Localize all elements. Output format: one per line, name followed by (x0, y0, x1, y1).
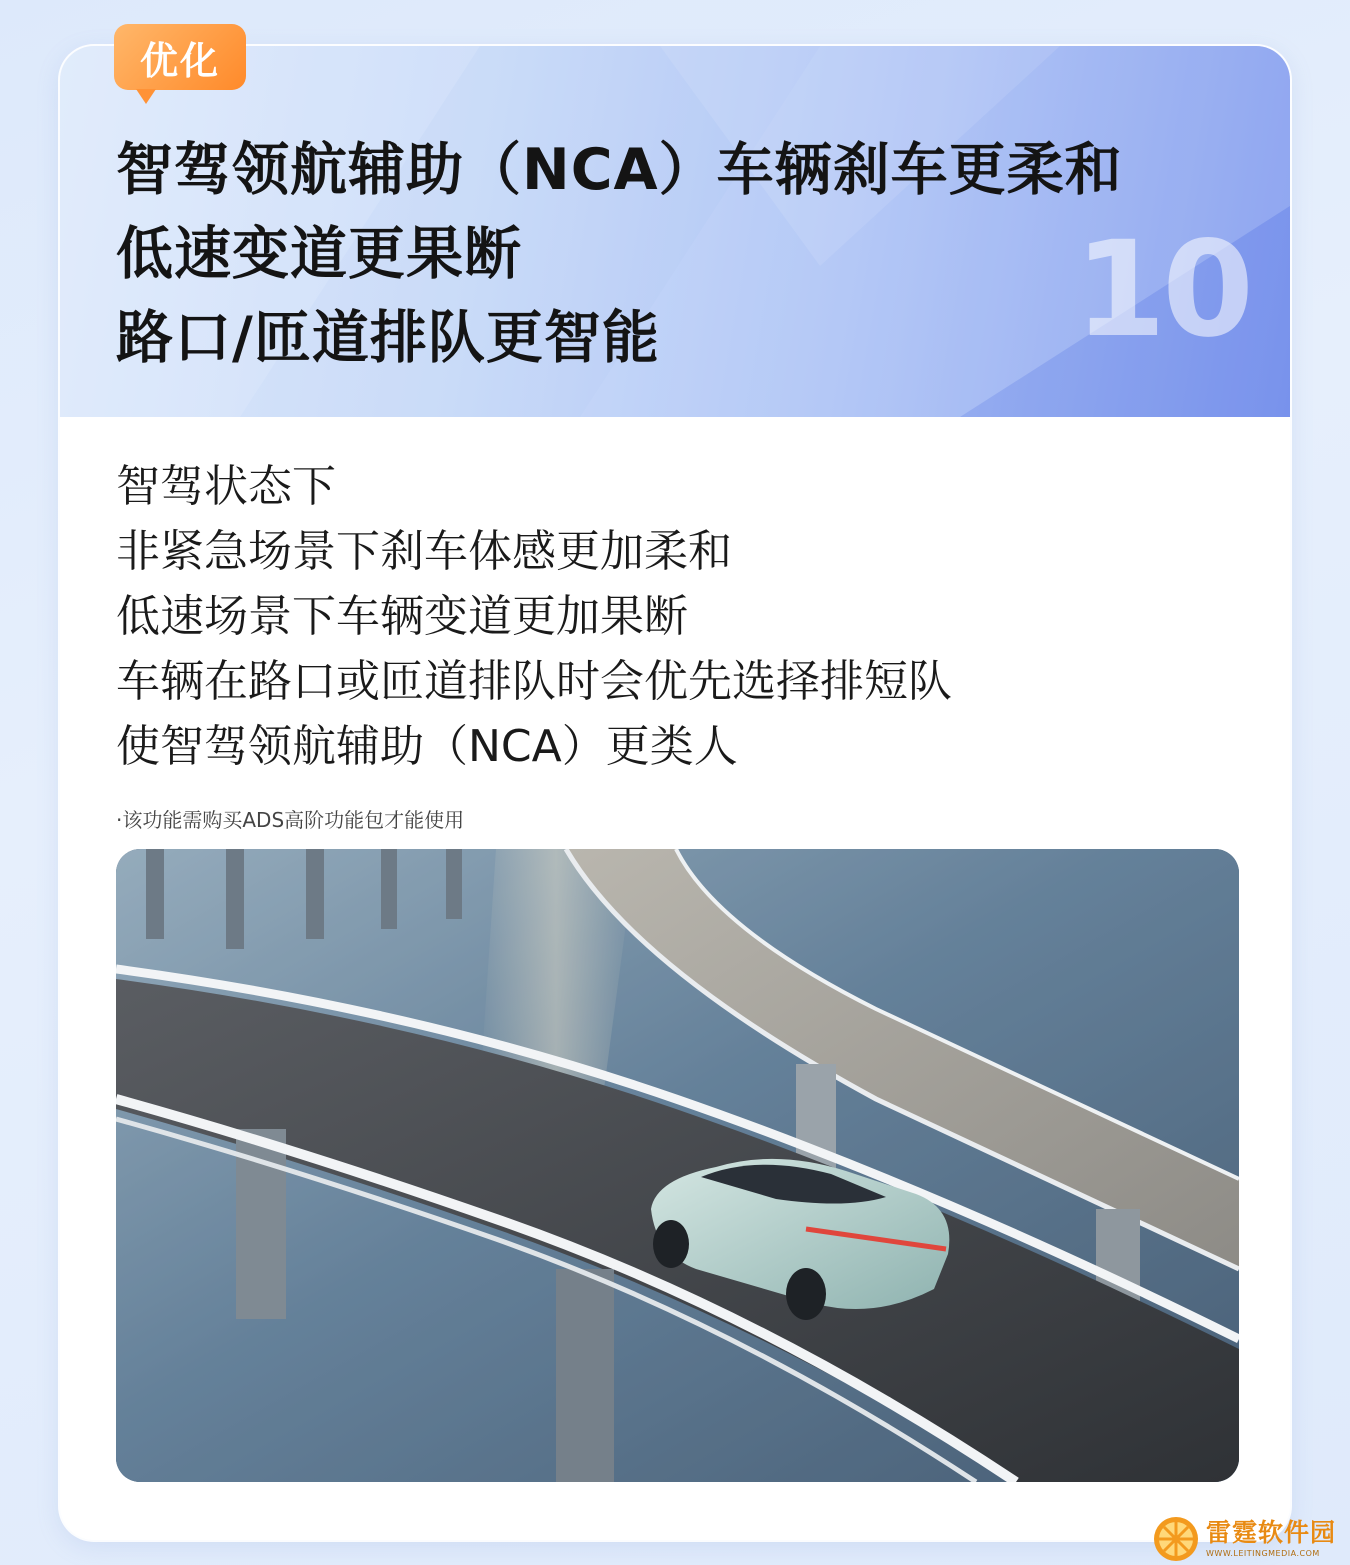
orange-slice-icon (1152, 1515, 1200, 1563)
watermark-name: 雷霆软件园 (1206, 1517, 1337, 1547)
description-line-5: 使智驾领航辅助（NCA）更类人 (116, 721, 738, 772)
feature-number: 10 (1074, 213, 1250, 367)
optimization-tag (114, 24, 246, 90)
car-bridge-photo (116, 849, 1239, 1482)
card-header (60, 46, 1290, 417)
photo-illustration (116, 849, 1239, 1482)
description-line-3: 低速场景下车辆变道更加果断 (116, 591, 688, 642)
tag-label: 优化 (139, 38, 220, 83)
footnote: ·该功能需购买ADS高阶功能包才能使用 (116, 808, 465, 832)
watermark (1152, 1512, 1350, 1565)
watermark-url: WWW.LEITINGMEDIA.COM (1206, 1548, 1320, 1558)
feature-description (116, 454, 952, 779)
description-line-4: 车辆在路口或匝道排队时会优先选择排短队 (116, 656, 952, 707)
description-line-1: 智驾状态下 (116, 461, 336, 512)
title-line-3: 路口/匝道排队更智能 (116, 305, 660, 371)
title-line-1: 智驾领航辅助（NCA）车辆刹车更柔和 (116, 137, 1123, 203)
feature-card (60, 46, 1290, 1540)
title-line-2: 低速变道更果断 (116, 221, 522, 287)
description-line-2: 非紧急场景下刹车体感更加柔和 (116, 526, 732, 577)
feature-title (116, 128, 1266, 380)
